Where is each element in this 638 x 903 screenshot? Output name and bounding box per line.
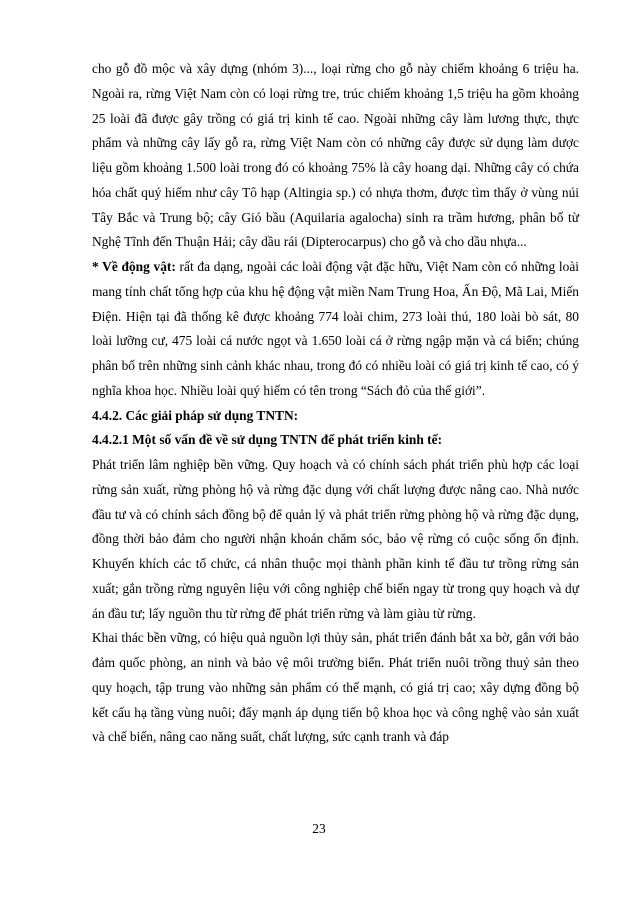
paragraph-forest-timber: cho gỗ đồ mộc và xây dựng (nhóm 3)..., loại rừng cho gỗ này chiếm khoảng 6 triệu ha. Ngoài ra, rừng Việt Nam còn có loại rừng tre, trúc chiếm khoảng 1,5 triệu ha gồm khoảng 25 loài đã được gây trồng có giá trị kinh tế cao. Ngoài những cây làm lương thực, thực phẩm và những cây lấy gỗ ra, rừng Việt Nam còn có những cây được sử dụng làm dược liệu gồm khoảng 1.500 loài trong đó có khoảng 75% là cây hoang dại. Những cây có chứa hóa chất quý hiếm như cây Tô hạp (Altingia sp.) có nhựa thơm, được tìm thấy ở vùng núi Tây Bắc và Trung bộ; cây Gió bầu (Aquilaria agalocha) sinh ra trầm hương, phân bố từ Nghệ Tĩnh đến Thuận Hải; cây dầu rái (Dipterocarpus) cho gỗ và cho dầu nhựa... [92, 61, 579, 250]
paragraph-fisheries: Khai thác bền vững, có hiệu quả nguồn lợi thủy sản, phát triển đánh bắt xa bờ, gắn với bảo đảm quốc phòng, an ninh và bảo vệ môi trường biển. Phát triển nuôi trồng thuỷ sản theo quy hoạch, tập trung vào những sản phẩm có thế mạnh, có giá trị cao; xây dựng đồng bộ kết cấu hạ tầng vùng nuôi; đẩy mạnh áp dụng tiến bộ khoa học và công nghệ vào sản xuất và chế biến, nâng cao năng suất, chất lượng, sức cạnh tranh và đáp [92, 630, 579, 745]
page-number: 23 [312, 821, 326, 836]
paragraph-forestry: Phát triển lâm nghiệp bền vững. Quy hoạch và có chính sách phát triển phù hợp các loại rừng sản xuất, rừng phòng hộ và rừng đặc dụng với chất lượng được nâng cao. Nhà nước đầu tư và có chính sách đồng bộ để quản lý và phát triển rừng phòng hộ và rừng đặc dụng, đồng thời bảo đảm cho người nhận khoán chăm sóc, bảo vệ rừng có cuộc sống ổn định. Khuyến khích các tổ chức, cá nhân thuộc mọi thành phần kinh tế đầu tư trồng rừng sản xuất; gắn trồng rừng nguyên liệu với công nghiệp chế biến ngay từ trong quy hoạch và dự án đầu tư; lấy nguồn thu từ rừng để phát triển rừng và làm giàu từ rừng. [92, 457, 579, 621]
section-heading-4-4-2-1: 4.4.2.1 Một số vấn đề về sử dụng TNTN để phát triển kinh tế: [92, 432, 443, 448]
animals-label: * Về động vật: [92, 259, 176, 274]
paragraph-animals [92, 255, 579, 404]
animals-text: rất đa dạng, ngoài các loài động vật đặc hữu, Việt Nam còn có những loài mang tính chất tổng hợp của khu hệ động vật miền Nam Trung Hoa, Ấn Độ, Mã Lai, Miến Điện. Hiện tại đã thống kê được khoảng 774 loài chim, 273 loài thú, 180 loài bò sát, 80 loài lưỡng cư, 475 loài cá nước ngọt và 1.650 loài cá ở rừng ngập mặn và cá biển; chúng phân bố trên những sinh cảnh khác nhau, trong đó có nhiều loài có giá trị kinh tế cao, có ý nghĩa khoa học. Nhiều loài quý hiếm có tên trong “Sách đỏ của thế giới”. [92, 259, 579, 398]
section-heading-4-4-2: 4.4.2. Các giải pháp sử dụng TNTN: [92, 407, 299, 423]
page-body [92, 57, 579, 750]
